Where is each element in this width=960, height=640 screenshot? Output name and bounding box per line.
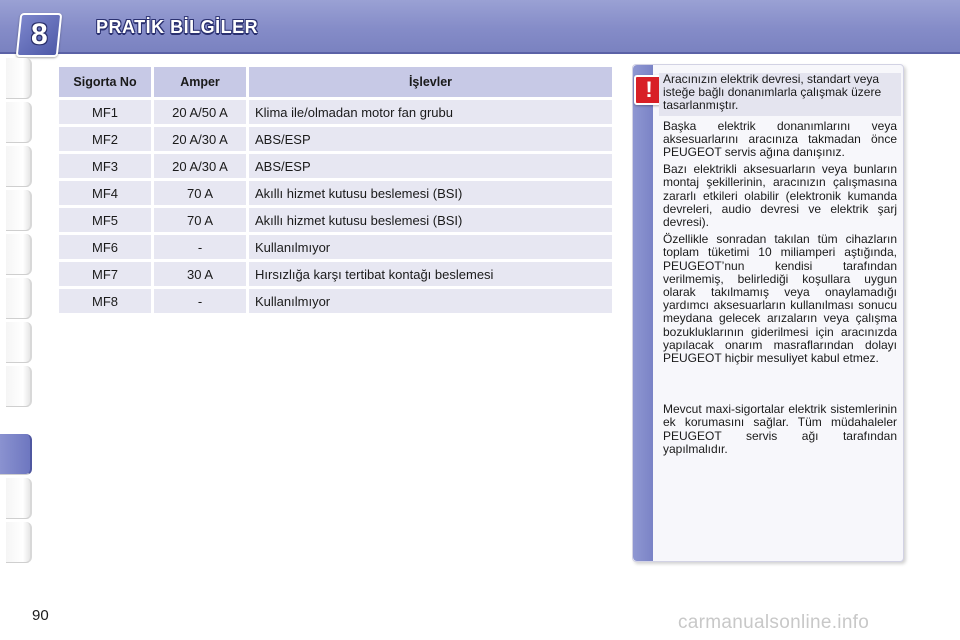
fuse-no-cell: MF4 — [59, 181, 151, 205]
warning-paragraph: Başka elektrik donanımlarını veya aksesuarlarını aracınıza takmadan önce PEUGEOT servis ağına danışınız. — [663, 118, 897, 160]
chapter-tab-8[interactable] — [6, 366, 32, 407]
warning-paragraph: Özellikle sonradan takılan tüm cihazların toplam tüketimi 10 miliamperi aştığında, PEUGEOT’nun kendisi tarafından verilmemiş, belirlediği koşullara uygun olarak takılmamış veya onaylamadığı yardımcı aksesuarların kullanılması sonucu meydana gelecek arızaların veya çalışma bozukluklarının giderilmesi için aracınızda yapılacak onarım masraflarından dolayı PEUGEOT hiçbir mesuliyet kabul etmez. — [663, 232, 897, 366]
table-header-row — [59, 67, 612, 97]
fuse-no-cell: MF5 — [59, 208, 151, 232]
function-cell: Kullanılmıyor — [249, 289, 612, 313]
amperage-cell: - — [154, 235, 246, 259]
chapter-tab-11[interactable] — [6, 522, 32, 563]
fuse-no-cell: MF7 — [59, 262, 151, 286]
chapter-title: PRATİK BİLGİLER — [96, 17, 259, 37]
fuse-no-cell: MF2 — [59, 127, 151, 151]
table-row — [59, 100, 612, 124]
function-cell: Klima ile/olmadan motor fan grubu — [249, 100, 612, 124]
page-number: 90 — [32, 607, 49, 624]
amperage-cell: 70 A — [154, 208, 246, 232]
chapter-tab-4[interactable] — [6, 190, 32, 231]
chapter-badge — [16, 13, 63, 57]
table-row — [59, 181, 612, 205]
amperage-cell: 20 A/30 A — [154, 127, 246, 151]
column-header-fuse-no: Sigorta No — [59, 67, 151, 97]
chapter-tab-1[interactable] — [6, 58, 32, 99]
function-cell: ABS/ESP — [249, 154, 612, 178]
function-cell: Kullanılmıyor — [249, 235, 612, 259]
table-row — [59, 127, 612, 151]
chapter-number: 8 — [30, 18, 48, 51]
amperage-cell: 20 A/30 A — [154, 154, 246, 178]
chapter-tab-2[interactable] — [6, 102, 32, 143]
column-header-amperage: Amper — [154, 67, 246, 97]
watermark: carmanualsonline.info — [678, 612, 870, 633]
amperage-cell: 70 A — [154, 181, 246, 205]
function-cell: Akıllı hizmet kutusu beslemesi (BSI) — [249, 181, 612, 205]
warning-side-bar — [633, 65, 653, 561]
fuse-no-cell: MF1 — [59, 100, 151, 124]
amperage-cell: - — [154, 289, 246, 313]
warning-box — [632, 64, 904, 562]
warning-paragraph: Bazı elektrikli aksesuarların veya bunların montaj şekillerinin, aracınızın çalışmasına zararlı etkileri olabilir (elektronik kumanda devreleri, audio devresi ve elektrik şarj devresi). — [663, 162, 897, 230]
chapter-tab-7[interactable] — [6, 322, 32, 363]
amperage-cell: 20 A/50 A — [154, 100, 246, 124]
chapter-tab-3[interactable] — [6, 146, 32, 187]
chapter-header — [0, 0, 960, 54]
warning-paragraph: Aracınızın elektrik devresi, standart veya isteğe bağlı donanımlarla çalışmak üzere tasarlanmıştır. — [659, 73, 901, 116]
function-cell: Akıllı hizmet kutusu beslemesi (BSI) — [249, 208, 612, 232]
chapter-tab-6[interactable] — [6, 278, 32, 319]
function-cell: Hırsızlığa karşı tertibat kontağı beslemesi — [249, 262, 612, 286]
chapter-tab-active[interactable] — [0, 434, 32, 475]
chapter-tab-5[interactable] — [6, 234, 32, 275]
warning-icon: ! — [634, 75, 664, 105]
table-row — [59, 289, 612, 313]
column-header-functions: İşlevler — [249, 67, 612, 97]
table-row — [59, 235, 612, 259]
fuse-table — [56, 64, 615, 316]
table-row — [59, 154, 612, 178]
function-cell: ABS/ESP — [249, 127, 612, 151]
amperage-cell: 30 A — [154, 262, 246, 286]
chapter-tab-10[interactable] — [6, 478, 32, 519]
fuse-no-cell: MF8 — [59, 289, 151, 313]
table-row — [59, 208, 612, 232]
warning-paragraph: Mevcut maxi-sigortalar elektrik sistemlerinin ek korumasını sağlar. Tüm müdahaleler PEUGEOT servis ağı tarafından yapılmalıdır. — [663, 402, 897, 456]
chapter-tab-strip — [0, 58, 32, 578]
fuse-no-cell: MF6 — [59, 235, 151, 259]
table-row — [59, 262, 612, 286]
fuse-no-cell: MF3 — [59, 154, 151, 178]
warning-text — [663, 73, 897, 460]
